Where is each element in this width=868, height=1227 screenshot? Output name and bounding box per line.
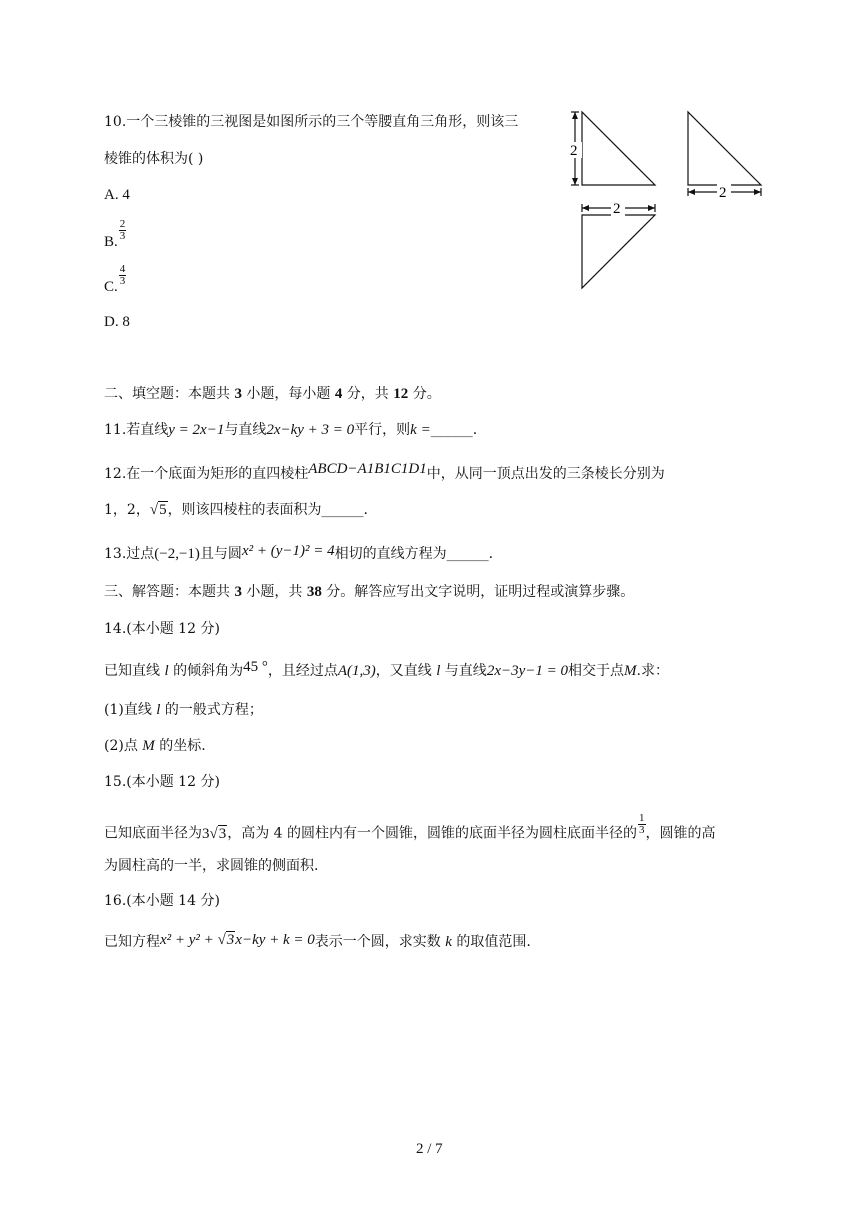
q16-p3: 的取值范围. bbox=[451, 934, 531, 950]
section3-mid: 小题，共 bbox=[241, 584, 307, 600]
q14-sub1-l: l bbox=[156, 702, 161, 718]
section2-score: 4 bbox=[334, 386, 343, 402]
q15-line2: 为圆柱高的一半，求圆锥的侧面积. bbox=[104, 858, 319, 874]
section3-count: 3 bbox=[234, 584, 242, 600]
q11-line1-equation: y = 2x−1 bbox=[168, 422, 225, 438]
q16-equation: x² + y² + √3x−ky + k = 0 bbox=[160, 932, 315, 948]
section2-total: 12 bbox=[393, 386, 409, 402]
q10-option-c bbox=[104, 263, 126, 295]
q16-heading: 16.(本小题 14 分) bbox=[104, 893, 220, 909]
q10-stem-line2: 棱锥的体积为( ) bbox=[104, 151, 204, 167]
section3-post: 分。解答应写出文字说明，证明过程或演算步骤。 bbox=[321, 584, 635, 600]
three-view-svg bbox=[560, 104, 770, 296]
q14-sub1-pre: (1)直线 bbox=[104, 702, 157, 718]
q14-p1: 已知直线 bbox=[104, 663, 165, 679]
q16-k: k bbox=[445, 934, 452, 950]
q14-sub2-m: M bbox=[142, 738, 155, 754]
q11-line2-equation: 2x−ky + 3 = 0 bbox=[266, 422, 355, 438]
q10-option-c-label: C. bbox=[104, 278, 118, 295]
q11-mid2: 平行，则 bbox=[354, 422, 411, 438]
q14-p2: 的倾斜角为 bbox=[168, 663, 244, 679]
q14-line-l-2: l bbox=[436, 663, 441, 679]
top-view-label: 2 bbox=[613, 201, 621, 217]
q13-point: (−2,−1) bbox=[154, 546, 200, 562]
q15-fraction: $\frac{1}{3}$ bbox=[639, 812, 645, 836]
front-view-label: 2 bbox=[570, 143, 578, 159]
q10-option-b-fraction: $\frac{2}{3}$ bbox=[119, 218, 126, 242]
q16-p2: 表示一个圆，求实数 bbox=[314, 934, 446, 950]
q10-option-b-label: B. bbox=[104, 233, 118, 250]
q11-blank: ______. bbox=[430, 422, 478, 438]
q13-pre: 13.过点 bbox=[104, 546, 155, 562]
q12-line2 bbox=[104, 501, 368, 519]
q14-sub2 bbox=[104, 737, 206, 755]
front-view-triangle bbox=[582, 112, 655, 185]
q14-sub1-post: 的一般式方程； bbox=[160, 702, 263, 718]
q15-line1 bbox=[104, 812, 716, 845]
q14-line-l: l bbox=[164, 663, 169, 679]
section3-heading bbox=[104, 583, 634, 601]
q12-line2-pre: 1，2， bbox=[104, 502, 150, 518]
q13-post: 相切的直线方程为______. bbox=[334, 546, 494, 562]
section2-mid1: 小题，每小题 bbox=[241, 386, 335, 402]
q12-pre: 12.在一个底面为矩形的直四棱柱 bbox=[104, 466, 309, 482]
q13 bbox=[104, 545, 493, 563]
q11 bbox=[104, 421, 477, 439]
section2-count: 3 bbox=[234, 386, 242, 402]
q11-pre: 11.若直线 bbox=[104, 422, 169, 438]
q16-stem bbox=[104, 933, 531, 951]
q15-p3: ，圆锥的高 bbox=[645, 825, 716, 842]
q14-sub2-post: 的坐标. bbox=[154, 738, 206, 754]
q14-sub2-pre: (2)点 bbox=[104, 738, 143, 754]
section2-heading bbox=[104, 385, 441, 403]
q12-line2-post: ，则该四棱柱的表面积为______. bbox=[167, 502, 369, 518]
section3-pre: 三、解答题：本题共 bbox=[104, 584, 235, 600]
q14-p5: 与直线 bbox=[440, 663, 487, 679]
q13-circle: x² + (y−1)² = 4 bbox=[241, 543, 335, 559]
q10-option-c-fraction: $\frac{4}{3}$ bbox=[119, 263, 126, 287]
q10-stem-line1: 10.一个三棱锥的三视图是如图所示的三个等腰直角三角形，则该三 bbox=[104, 114, 519, 130]
q14-sub1 bbox=[104, 701, 263, 719]
q11-k: k = bbox=[410, 422, 431, 438]
q14-heading: 14.(本小题 12 分) bbox=[104, 621, 220, 637]
section2-mid2: 分，共 bbox=[342, 386, 394, 402]
q14-p4: ，又直线 bbox=[375, 663, 437, 679]
section3-total: 38 bbox=[306, 584, 322, 600]
q16-p1: 已知方程 bbox=[104, 934, 160, 950]
q15-heading: 15.(本小题 12 分) bbox=[104, 774, 220, 790]
q15-p1: 已知底面半径为 bbox=[104, 825, 202, 842]
section2-pre: 二、填空题：本题共 bbox=[104, 386, 235, 402]
q12-sqrt5: √5 bbox=[149, 502, 167, 518]
q14-line-equation: 2x−3y−1 = 0 bbox=[486, 663, 568, 679]
side-view-triangle bbox=[688, 112, 761, 185]
q15-p2: ，高为 4 的圆柱内有一个圆锥，圆锥的底面半径为圆柱底面半径的 bbox=[227, 825, 638, 842]
q15-radius: 3√3 bbox=[202, 825, 227, 842]
q10-option-d: D. 8 bbox=[104, 314, 130, 330]
page-number: 2 / 7 bbox=[416, 1141, 443, 1157]
q14-point-a: A(1,3) bbox=[337, 663, 376, 679]
q13-mid: 且与圆 bbox=[199, 546, 242, 562]
q11-mid: 与直线 bbox=[224, 422, 267, 438]
q12-line1 bbox=[104, 461, 665, 483]
section2-post: 分。 bbox=[408, 386, 441, 402]
q12-prism: ABCD−A1B1C1D1 bbox=[308, 461, 427, 477]
side-view-label: 2 bbox=[719, 185, 727, 201]
q14-stem bbox=[104, 659, 669, 680]
three-view-figure bbox=[560, 104, 770, 296]
q10-option-a: A. 4 bbox=[104, 187, 130, 203]
q14-p7: .求： bbox=[636, 663, 669, 679]
q14-p6: 相交于点 bbox=[568, 663, 624, 679]
q14-point-m: M bbox=[624, 663, 637, 679]
q12-post: 中，从同一顶点出发的三条棱长分别为 bbox=[426, 466, 665, 482]
q14-angle: 45 ° bbox=[243, 659, 268, 675]
q14-p3: ，且经过点 bbox=[267, 663, 338, 679]
top-view-triangle bbox=[582, 215, 655, 288]
q10-option-b bbox=[104, 218, 126, 250]
